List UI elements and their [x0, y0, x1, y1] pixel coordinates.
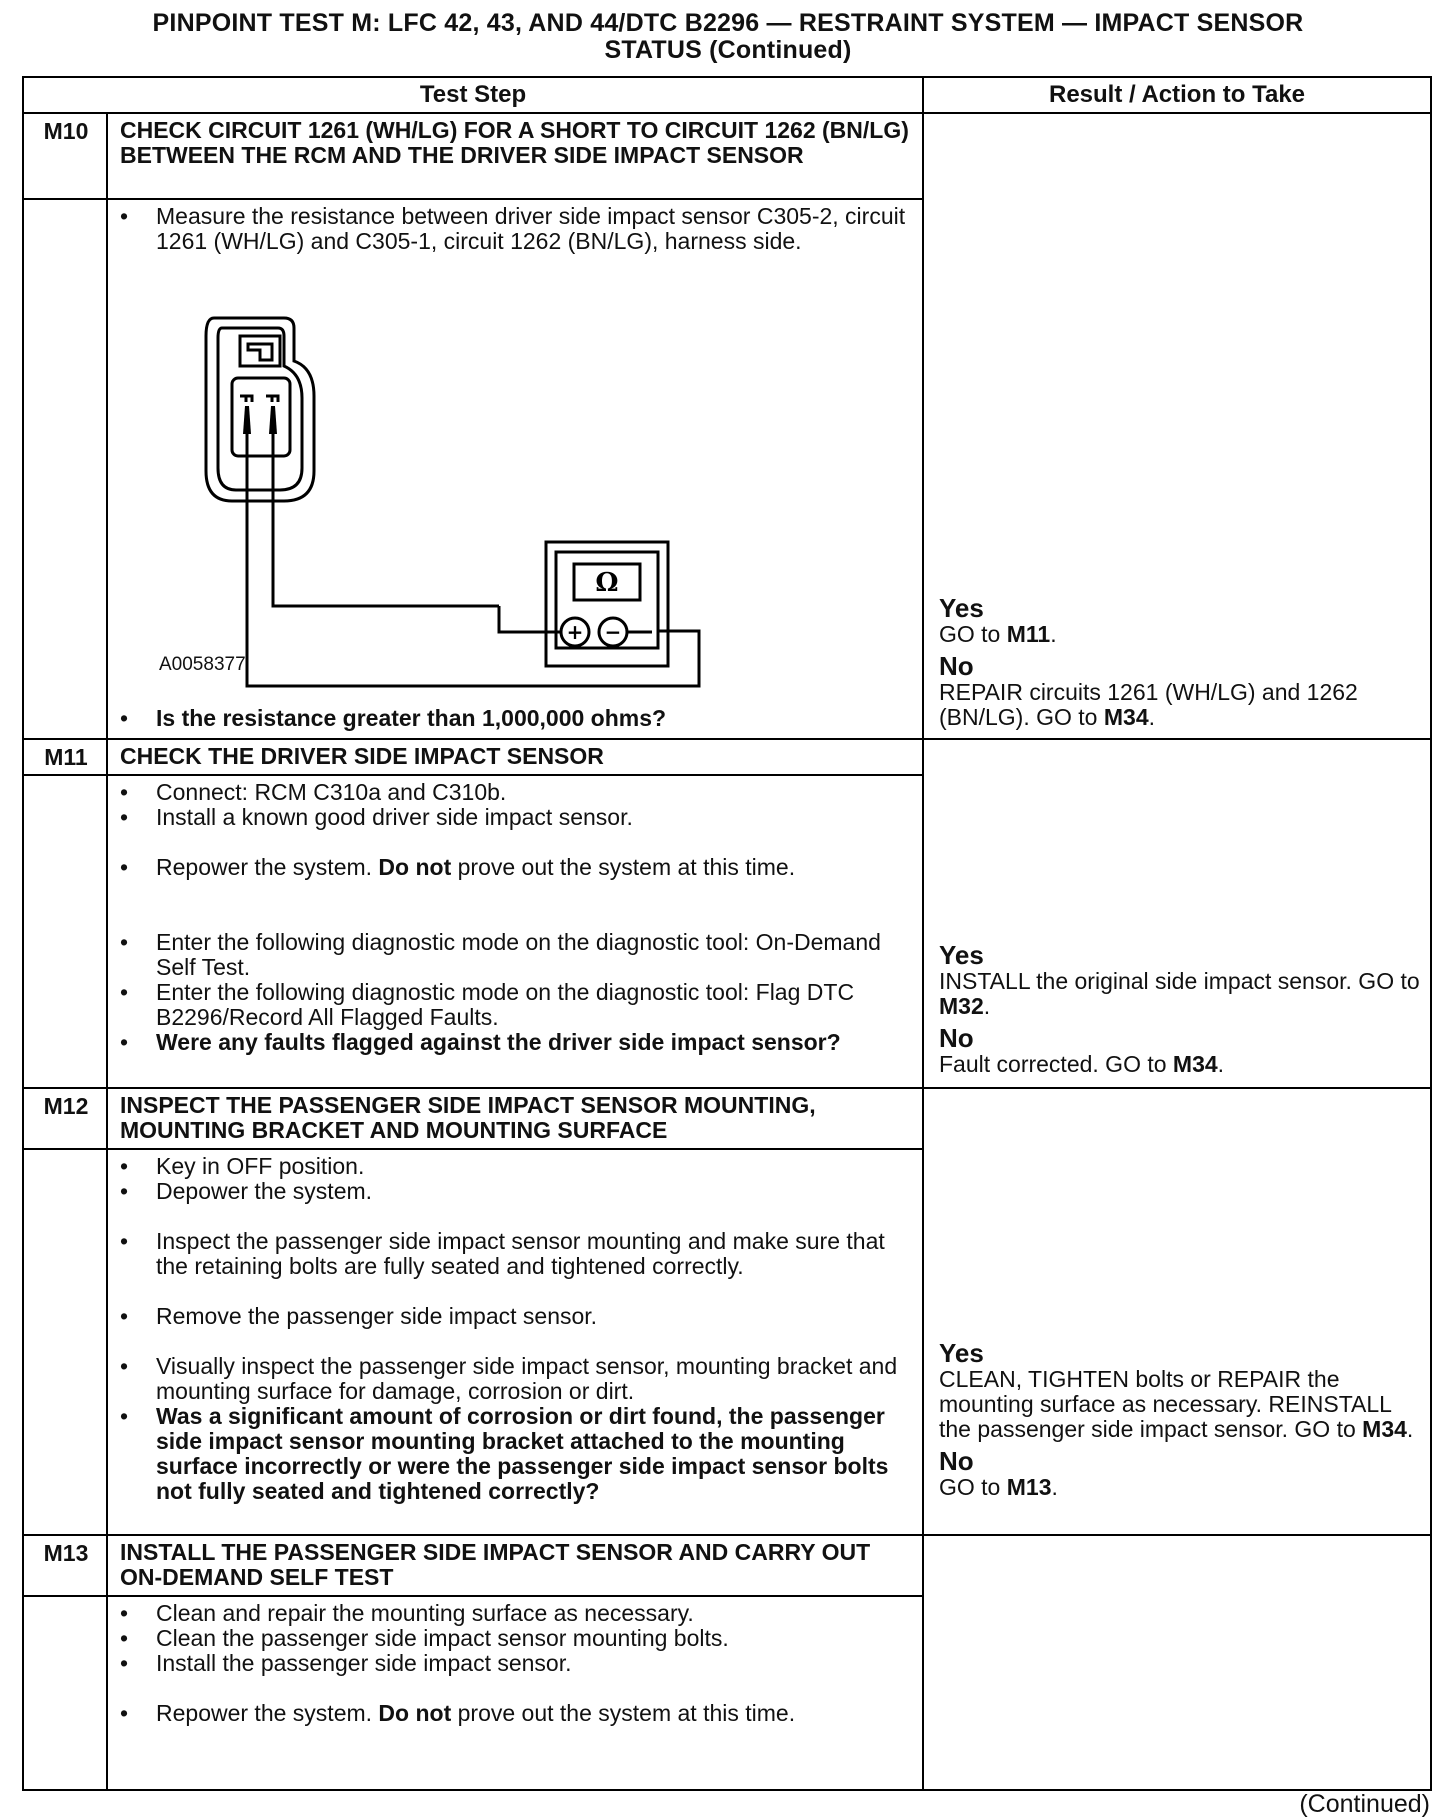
step-question: • Is the resistance greater than 1,000,000 ohms?	[120, 705, 667, 731]
step-rule	[24, 1087, 1430, 1089]
step-bullet: • Clean and repair the mounting surface as necessary.	[120, 1600, 694, 1626]
result-yes-text: INSTALL the original side impact sensor. GO to M32.	[939, 968, 1420, 1019]
lead-plus	[273, 434, 499, 606]
step-title-rule	[24, 774, 922, 776]
header-test-step: Test Step	[419, 81, 527, 108]
result-no-label: No	[939, 651, 974, 681]
probe-plus-icon	[243, 406, 251, 434]
step-title-m12: INSPECT THE PASSENGER SIDE IMPACT SENSOR MOUNTING, MOUNTING BRACKET AND MOUNTING SURFACE	[120, 1092, 816, 1143]
step-bullet: • Enter the following diagnostic mode on the diagnostic tool: Flag DTC B2296/Record All Flagged Faults.	[120, 979, 855, 1030]
step-bullet: • Visually inspect the passenger side impact sensor, mounting bracket and mounting surface for damage, corrosion or dirt.	[120, 1353, 898, 1404]
step-rule	[24, 738, 1430, 740]
pinpoint-test-table	[22, 76, 1432, 1791]
step-bullet: • Enter the following diagnostic mode on the diagnostic tool: On-Demand Self Test.	[120, 929, 881, 980]
step-question: • Were any faults flagged against the driver side impact sensor?	[120, 1029, 841, 1055]
step-rule	[24, 1534, 1430, 1536]
result-m12	[939, 1340, 1429, 1500]
step-bullet: • Depower the system.	[120, 1178, 373, 1204]
step-id-divider	[106, 112, 108, 1789]
terminal-1-icon	[266, 396, 278, 402]
result-yes-label: Yes	[939, 1338, 984, 1368]
page-title	[0, 10, 1456, 64]
header-result: Result / Action to Take	[1048, 81, 1306, 108]
result-yes-label: Yes	[939, 940, 984, 970]
step-bullet: • Inspect the passenger side impact sensor mounting and make sure that the retaining bolts are fully seated and tightened correctly.	[120, 1228, 885, 1279]
step-bullet: • Connect: RCM C310a and C310b.	[120, 779, 507, 805]
goto-link[interactable]: M32	[939, 993, 984, 1019]
continued-note: (Continued)	[1299, 1790, 1430, 1818]
result-yes-text: CLEAN, TIGHTEN bolts or REPAIR the mounting surface as necessary. REINSTALL the passenger side impact sensor. GO to M34.	[939, 1366, 1414, 1442]
result-yes-text: GO to M11.	[939, 621, 1057, 647]
ohm-symbol: Ω	[595, 568, 619, 598]
step-title-rule	[24, 1148, 922, 1150]
step-id-m10: M10	[43, 118, 89, 144]
terminal-2-icon	[240, 396, 252, 402]
result-m11	[939, 942, 1429, 1077]
plus-symbol: +	[566, 620, 584, 644]
step-bullet: • Key in OFF position.	[120, 1153, 365, 1179]
step-bullet: • Repower the system. Do not prove out the system at this time.	[120, 1700, 796, 1726]
goto-link[interactable]: M13	[1006, 1474, 1052, 1500]
step-question: • Was a significant amount of corrosion or dirt found, the passenger side impact sensor mounting bracket attached to the mounting surface incorrectly or were the passenger side impact sensor bolts not fully seated and tightened correctly?	[120, 1403, 889, 1504]
connector-cavity	[232, 378, 290, 456]
step-bullet: • Install the passenger side impact sensor.	[120, 1650, 572, 1676]
step-bullet: • Measure the resistance between driver side impact sensor C305-2, circuit 1261 (WH/LG) and C305-1, circuit 1262 (BN/LG), harness side.	[120, 203, 906, 254]
step-id-m11: M11	[44, 744, 88, 770]
step-id-m13: M13	[43, 1540, 89, 1566]
step-title-rule	[24, 198, 922, 200]
step-title-rule	[24, 1595, 922, 1597]
step-bullet: • Remove the passenger side impact sensor.	[120, 1303, 598, 1329]
step-bullet: • Install a known good driver side impact sensor.	[120, 804, 633, 830]
title-line-1: PINPOINT TEST M: LFC 42, 43, AND 44/DTC B2296 — RESTRAINT SYSTEM — IMPACT SENSOR	[152, 9, 1304, 37]
step-bullet: • Clean the passenger side impact sensor mounting bolts.	[120, 1625, 729, 1651]
header-rule	[24, 112, 1430, 114]
result-m10	[939, 595, 1429, 730]
step-bullet: • Repower the system. Do not prove out the system at this time.	[120, 854, 796, 880]
goto-link[interactable]: M11	[1006, 621, 1051, 647]
goto-link[interactable]: M34	[1362, 1416, 1407, 1442]
result-no-label: No	[939, 1023, 974, 1053]
result-yes-label: Yes	[939, 593, 984, 623]
figure-id: A0058377	[159, 654, 246, 675]
probe-minus-icon	[269, 406, 277, 434]
connector-ohmmeter-diagram	[194, 306, 734, 706]
column-divider	[922, 78, 924, 1789]
result-no-text: REPAIR circuits 1261 (WH/LG) and 1262 (BN/LG). GO to M34.	[939, 679, 1358, 730]
step-title-m11: CHECK THE DRIVER SIDE IMPACT SENSOR	[120, 743, 604, 769]
result-no-text: Fault corrected. GO to M34.	[939, 1051, 1225, 1077]
goto-link[interactable]: M34	[1172, 1051, 1218, 1077]
minus-symbol: −	[604, 620, 622, 644]
step-id-m12: M12	[43, 1093, 89, 1119]
step-title-m10: CHECK CIRCUIT 1261 (WH/LG) FOR A SHORT TO CIRCUIT 1262 (BN/LG) BETWEEN THE RCM AND THE DRIVER SIDE IMPACT SENSOR	[120, 117, 909, 168]
result-no-label: No	[939, 1446, 974, 1476]
result-no-text: GO to M13.	[939, 1474, 1058, 1500]
goto-link[interactable]: M34	[1103, 704, 1149, 730]
step-title-m13: INSTALL THE PASSENGER SIDE IMPACT SENSOR AND CARRY OUT ON-DEMAND SELF TEST	[120, 1539, 871, 1590]
title-line-2: STATUS (Continued)	[604, 36, 852, 64]
